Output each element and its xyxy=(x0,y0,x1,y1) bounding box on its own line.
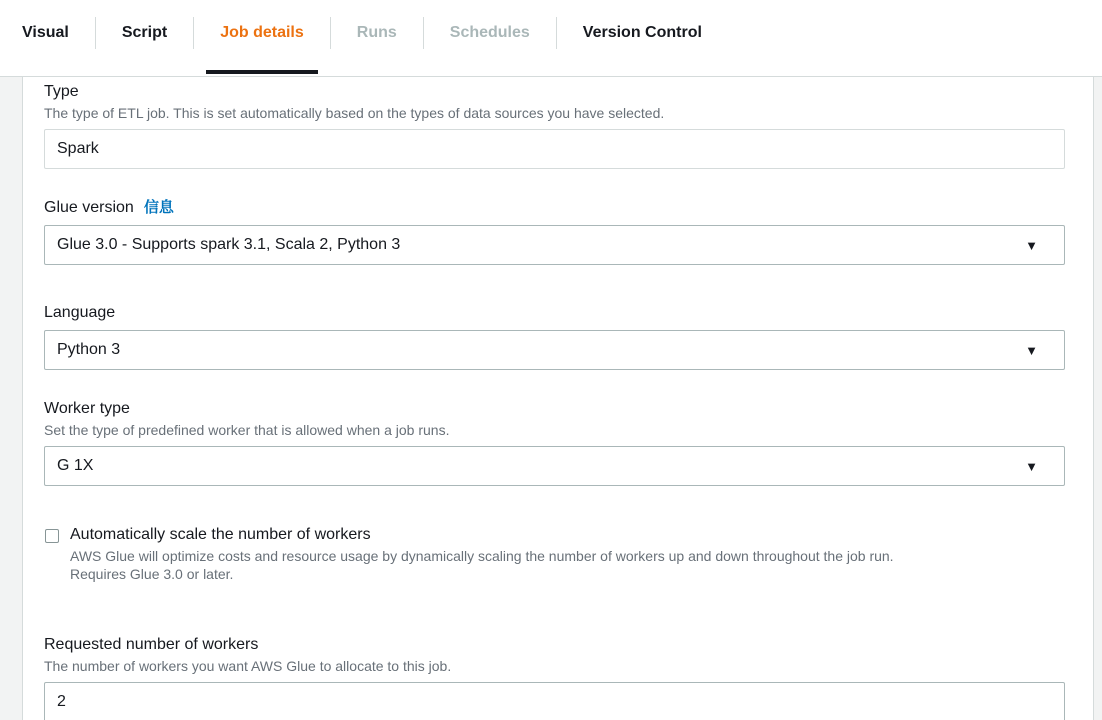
tab-divider xyxy=(556,17,557,49)
autoscale-field xyxy=(44,526,1065,583)
requested-workers-label: Requested number of workers xyxy=(44,636,259,653)
type-field-description: The type of ETL job. This is set automatically based on the types of data sources you have selected. xyxy=(44,105,665,121)
tab-bar xyxy=(0,0,1102,76)
autoscale-checkbox[interactable] xyxy=(45,529,59,543)
glue-version-info-link[interactable]: 信息 xyxy=(143,199,174,216)
tab-schedules[interactable]: Schedules xyxy=(449,24,530,41)
autoscale-label[interactable]: Automatically scale the number of workers xyxy=(70,526,371,543)
dropdown-arrow-icon: ▼ xyxy=(1025,342,1038,358)
dropdown-arrow-icon: ▼ xyxy=(1025,458,1038,474)
type-input[interactable] xyxy=(44,129,1065,169)
tab-script[interactable]: Script xyxy=(121,24,168,41)
worker-type-description: Set the type of predefined worker that is allowed when a job runs. xyxy=(44,422,450,438)
glue-version-select-value: Glue 3.0 - Supports spark 3.1, Scala 2, Python 3 xyxy=(57,236,401,253)
tab-runs[interactable]: Runs xyxy=(356,24,397,41)
glue-version-label: Glue version xyxy=(44,199,134,216)
tab-job-details[interactable]: Job details xyxy=(206,0,318,76)
job-details-panel xyxy=(22,77,1094,720)
tab-visual[interactable]: Visual xyxy=(22,24,69,41)
worker-type-field xyxy=(44,399,1065,486)
worker-type-label: Worker type xyxy=(44,400,130,417)
glue-version-field xyxy=(44,198,1065,265)
requested-workers-field xyxy=(44,635,1065,720)
autoscale-description xyxy=(70,547,894,583)
requested-workers-input[interactable] xyxy=(44,682,1065,720)
worker-type-select-value: G 1X xyxy=(57,457,94,474)
tab-divider xyxy=(330,17,331,49)
glue-version-select[interactable] xyxy=(44,225,1065,265)
tab-divider xyxy=(193,17,194,49)
type-field-label: Type xyxy=(44,83,79,100)
worker-type-select[interactable] xyxy=(44,446,1065,486)
type-field xyxy=(44,82,1065,169)
tab-divider xyxy=(423,17,424,49)
dropdown-arrow-icon: ▼ xyxy=(1025,237,1038,253)
language-label: Language xyxy=(44,304,116,321)
tab-version-control[interactable]: Version Control xyxy=(582,24,702,41)
content-area xyxy=(0,76,1102,720)
language-select-value: Python 3 xyxy=(57,341,121,358)
requested-workers-description: The number of workers you want AWS Glue to allocate to this job. xyxy=(44,658,452,674)
autoscale-description-line2: Requires Glue 3.0 or later. xyxy=(70,566,234,582)
tab-divider xyxy=(95,17,96,49)
language-field xyxy=(44,303,1065,370)
language-select[interactable] xyxy=(44,330,1065,370)
autoscale-description-line1: AWS Glue will optimize costs and resource usage by dynamically scaling the number of workers up and down throughout the job run. xyxy=(70,548,894,564)
glue-version-label-row xyxy=(44,198,1065,218)
